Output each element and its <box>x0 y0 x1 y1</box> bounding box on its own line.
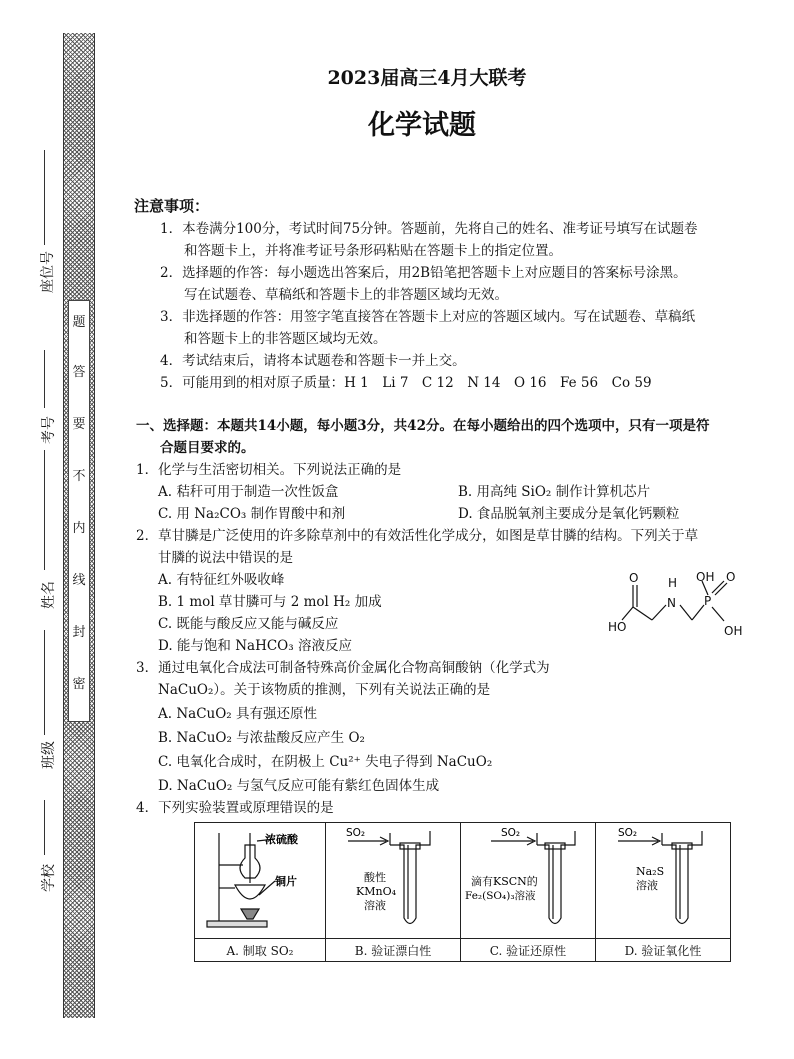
q3-option-a: A. NaCuO₂ 具有强还原性 <box>158 706 317 722</box>
atom-label: N <box>667 596 676 610</box>
copper-label: 铜片 <box>275 875 297 888</box>
notice-line: 和答题卡上，并将准考证号条形码粘贴在答题卡上的指定位置。 <box>184 243 562 259</box>
fe2so43-label: Fe₂(SO₄)₃溶液 <box>465 890 536 902</box>
seal-char: 不 <box>72 469 86 484</box>
panel-d <box>596 823 731 939</box>
notice-line: 4．考试结束后，请将本试题卷和答题卡一并上交。 <box>160 353 466 369</box>
apparatus-a-drawing <box>195 823 325 935</box>
q2-stem: 2．草甘膦是广泛使用的许多除草剂中的有效活性化学成分，如图是草甘膦的结构。下列关于草 <box>136 528 699 544</box>
section-heading-cont: 合题目要求的。 <box>160 440 255 456</box>
seat-number-line[interactable] <box>44 150 45 245</box>
q3-option-b: B. NaCuO₂ 与浓盐酸反应产生 O₂ <box>158 730 365 746</box>
q2-stem-cont: 甘膦的说法中错误的是 <box>158 550 293 566</box>
q2-option-a: A. 有特征红外吸收峰 <box>158 572 285 588</box>
apparatus-table <box>194 822 731 962</box>
apparatus-c-drawing <box>461 823 595 935</box>
notice-line: 3．非选择题的作答：用签字笔直接答在答题卡上对应的答题区域内。写在试题卷、草稿纸 <box>160 309 696 325</box>
atom-label: H <box>668 576 678 590</box>
seal-char: 题 <box>72 315 86 330</box>
q4-stem: 4．下列实验装置或原理错误的是 <box>136 800 334 816</box>
school-label: 学校 <box>41 864 57 892</box>
q2-option-b: B. 1 mol 草甘膦可与 2 mol H₂ 加成 <box>158 594 382 610</box>
exam-number-line[interactable] <box>44 350 45 408</box>
caption-d: D. 验证氧化性 <box>596 939 731 962</box>
q1-option-d: D. 食品脱氧剂主要成分是氧化钙颗粒 <box>458 506 680 522</box>
seal-char: 要 <box>72 417 86 432</box>
apparatus-b-drawing <box>326 823 460 935</box>
q1-option-c: C. 用 Na₂CO₃ 制作胃酸中和剂 <box>158 506 346 522</box>
so2-label: SO₂ <box>618 827 638 839</box>
notice-line: 5．可能用到的相对原子质量：H 1 Li 7 C 12 N 14 O 16 Fe 56 Co 59 <box>160 375 652 391</box>
notice-heading: 注意事项： <box>134 197 210 215</box>
class-line[interactable] <box>44 630 45 735</box>
atom-label: O <box>629 571 639 585</box>
atom-label: P <box>704 594 712 608</box>
kmno4-label: KMnO₄ <box>356 885 396 898</box>
panel-b <box>326 823 461 939</box>
caption-c: C. 验证还原性 <box>461 939 596 962</box>
section-heading: 一、选择题：本题共14小题，每小题3分，共42分。在每小题给出的四个选项中，只有一项是符 <box>136 418 710 434</box>
seal-char: 答 <box>72 365 86 380</box>
atom-label: OH <box>696 570 715 584</box>
seat-number-label: 座位号 <box>40 251 56 293</box>
so2-label: SO₂ <box>501 827 521 839</box>
name-label: 姓名 <box>41 581 57 609</box>
na2s-label: Na₂S <box>636 865 665 878</box>
caption-a: A. 制取 SO₂ <box>195 939 326 962</box>
seal-char: 内 <box>72 521 86 536</box>
acidic-label: 酸性 <box>364 871 386 884</box>
q2-option-c: C. 既能与酸反应又能与碱反应 <box>158 616 339 632</box>
q3-stem: 3．通过电氧化合成法可制备特殊高价金属化合物高铜酸钠（化学式为 <box>136 660 550 676</box>
seal-char: 密 <box>72 677 86 692</box>
so2-label: SO₂ <box>346 827 366 839</box>
notice-line: 和答题卡上的非答题区域均无效。 <box>184 331 387 347</box>
notice-line: 写在试题卷、草稿纸和答题卡上的非答题区域均无效。 <box>184 287 508 303</box>
kscn-label: 滴有KSCN的 <box>471 875 538 888</box>
notice-line: 1．本卷满分100分，考试时间75分钟。答题前，先将自己的姓名、准考证号填写在试题卷 <box>160 221 698 237</box>
solution-label: 溶液 <box>636 879 658 892</box>
notice-line: 2．选择题的作答：每小题选出答案后，用2B铅笔把答题卡上对应题目的答案标号涂黑。 <box>160 265 687 281</box>
seal-char: 线 <box>72 573 86 588</box>
panel-a <box>195 823 326 939</box>
school-line[interactable] <box>44 800 45 855</box>
conc-sulfuric-label: 浓硫酸 <box>265 833 298 846</box>
q3-stem-cont: NaCuO₂）。关于该物质的推测，下列有关说法正确的是 <box>158 682 491 698</box>
exam-title: 2023届高三4月大联考 <box>327 67 527 89</box>
seal-char: 封 <box>72 625 86 640</box>
apparatus-d-drawing <box>596 823 730 935</box>
q1-option-b: B. 用高纯 SiO₂ 制作计算机芯片 <box>458 484 651 500</box>
solution-label: 溶液 <box>364 899 386 912</box>
glyphosate-structure <box>600 565 760 640</box>
atom-label: HO <box>608 620 627 634</box>
q3-option-c: C. 电氧化合成时，在阴极上 Cu²⁺ 失电子得到 NaCuO₂ <box>158 754 493 770</box>
panel-c <box>461 823 596 939</box>
atom-label: OH <box>724 624 743 638</box>
q1-option-a: A. 秸秆可用于制造一次性饭盒 <box>158 484 339 500</box>
class-label: 班级 <box>41 741 57 769</box>
q1-stem: 1．化学与生活密切相关。下列说法正确的是 <box>136 462 402 478</box>
atom-label: O <box>726 570 736 584</box>
name-line[interactable] <box>44 450 45 570</box>
subject-title: 化学试题 <box>368 110 476 141</box>
q3-option-d: D. NaCuO₂ 与氢气反应可能有紫红色固体生成 <box>158 778 440 794</box>
q2-option-d: D. 能与饱和 NaHCO₃ 溶液反应 <box>158 638 352 654</box>
exam-number-label: 考号 <box>41 416 57 444</box>
caption-b: B. 验证漂白性 <box>326 939 461 962</box>
seal-line-box <box>68 300 90 722</box>
